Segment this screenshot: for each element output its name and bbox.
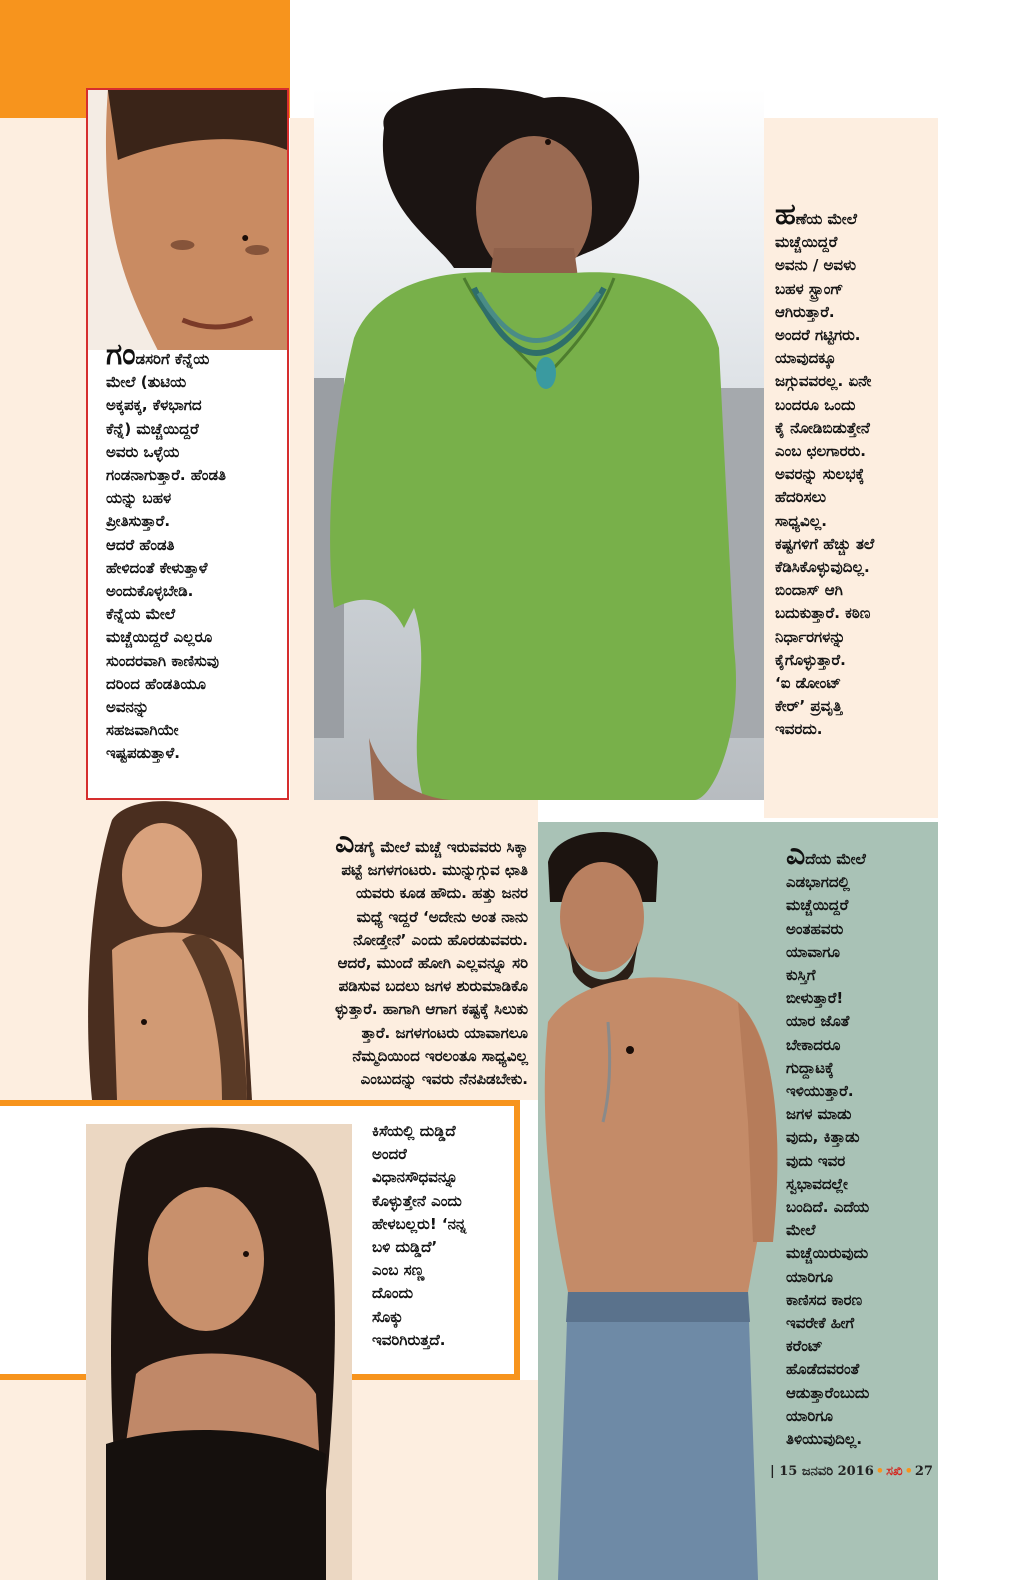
cheek-text: ಡಸರಿಗೆ ಕೆನ್ನೆಯ ಮೇಲೆ (ತುಟಿಯ ಅಕ್ಕಪಕ್ಕ, ಕೆಳಭಾಗದ ಕೆನ್ನೆ) ಮಚ್ಚೆಯಿದ್ದರೆ ಅವರು ಒಳ್ಳೆಯ ಗಂಡನಾಗುತ್ತಾರೆ. ಹೆಂಡತಿ ಯನ್ನು ಬಹಳ ಪ್ರೀತಿಸುತ್ತಾರೆ. ಆದರೆ ಹೆಂಡತಿ ಹೇಳಿದಂತೆ ಕೇಳುತ್ತಾಳೆ ಅಂದುಕೊಳ್ಳಬೇಡಿ. ಕೆನ್ನೆಯ ಮೇಲೆ ಮಚ್ಚೆಯಿದ್ದರೆ ಎಲ್ಲರೂ ಸುಂದರವಾಗಿ ಕಾಣಿಸುವು ದರಿಂದ ಹೆಂಡತಿಯೂ ಅವನನ್ನು ಸಹಜವಾಗಿಯೇ ಇಷ್ಟಪಡುತ್ತಾಳೆ. <box>106 350 226 763</box>
peach-band-left <box>0 118 86 800</box>
footer-page-number: 27 <box>914 1464 933 1479</box>
woman-shoulder-photo <box>72 800 260 1100</box>
page-footer: | 15 ಜನವರಿ 2016 • ಸಖಿ • 27 <box>770 1464 933 1479</box>
orange-rule-right <box>514 1100 520 1380</box>
chest-dropcap: ಎ <box>786 837 806 872</box>
pocket-text: ಕಿಸೆಯಲ್ಲಿ ದುಡ್ಡಿದೆ ಅಂದರೆ ವಿಧಾನಸೌಧವನ್ನೂ ಕೊಳ್ಳುತ್ತೇನೆ ಎಂದು ಹೇಳಬಲ್ಲರು! ‘ನನ್ನ ಬಳಿ ದುಡ್ಡಿದೆ’ ಎಂಬ ಸಣ್ಣ ದೊಂದು ಸೊಕ್ಕು ಇವರಿಗಿರುತ್ತದೆ. <box>372 1122 467 1349</box>
shirtless-man-photo <box>538 822 783 1580</box>
peach-band-mid <box>290 118 314 800</box>
footer-magazine: ಸಖಿ <box>886 1464 903 1479</box>
footer-date: 15 ಜನವರಿ 2016 <box>779 1464 874 1479</box>
chest-text: ದೆಯ ಮೇಲೆ ಎಡಭಾಗದಲ್ಲಿ ಮಚ್ಚೆಯಿದ್ದರೆ ಅಂತಹವರು ಯಾವಾಗೂ ಕುಸ್ತಿಗೆ ಬೀಳುತ್ತಾರೆ! ಯಾರ ಜೊತೆ ಬೇಕಾದರೂ ಗುದ್ದಾಟಕ್ಕೆ ಇಳಿಯುತ್ತಾರೆ. ಜಗಳ ಮಾಡು ವುದು, ಕಿತ್ತಾಡು ವುದು ಇವರ ಸ್ವಭಾವದಲ್ಲೇ ಬಂದಿದೆ. ಎದೆಯ ಮೇಲೆ ಮಚ್ಚೆಯಿರುವುದು ಯಾರಿಗೂ ಕಾಣಿಸದ ಕಾರಣ ಇವರೇಕೆ ಹೀಗೆ ಕರೆಂಟ್ ಹೊಡೆದವರಂತೆ ಆಡುತ್ತಾರೆಂಬುದು ಯಾರಿಗೂ ತಿಳಿಯುವುದಿಲ್ಲ. <box>786 850 870 1449</box>
left-shoulder-dropcap: ಎ <box>335 825 355 860</box>
cheek-mole-box <box>86 88 289 800</box>
footer-bar: | <box>770 1464 780 1479</box>
forehead-text: ಣೆಯ ಮೇಲೆ ಮಚ್ಚೆಯಿದ್ದರೆ ಅವನು / ಅವಳು ಬಹಳ ಸ್ಟ್ರಾಂಗ್ ಆಗಿರುತ್ತಾರೆ. ಅಂದರೆ ಗಟ್ಟಿಗರು. ಯಾವುದಕ್ಕೂ ಜಗ್ಗುವವರಲ್ಲ. ಏನೇ ಬಂದರೂ ಒಂದು ಕೈ ನೋಡಿಬಿಡುತ್ತೇನೆ ಎಂಬ ಛಲಗಾರರು. ಅವರನ್ನು ಸುಲಭಕ್ಕೆ ಹೆದರಿಸಲು ಸಾಧ್ಯವಿಲ್ಲ. ಕಷ್ಟಗಳಿಗೆ ಹೆಚ್ಚು ತಲೆ ಕೆಡಿಸಿಕೊಳ್ಳುವುದಿಲ್ಲ. ಬಿಂದಾಸ್ ಆಗಿ ಬದುಕುತ್ತಾರೆ. ಕಠಿಣ ನಿರ್ಧಾರಗಳನ್ನು ಕೈಗೊಳ್ಳುತ್ತಾರೆ. ‘ಐ ಡೋಂಟ್ ಕೇರ್’ ಪ್ರವೃತ್ತಿ ಇವರದು. <box>775 210 875 739</box>
man-portrait-photo <box>88 90 287 350</box>
woman-green-dress-photo <box>314 88 764 800</box>
left-shoulder-text: ಡಗೈ ಮೇಲೆ ಮಚ್ಚೆ ಇರುವವರು ಸಿಕ್ಕಾ ಪಟ್ಟೆ ಜಗಳಗಂಟರು. ಮುನ್ನುಗ್ಗುವ ಛಾತಿ ಯವರು ಕೂಡ ಹೌದು. ಹತ್ತು ಜನರ ಮಧ್ಯೆ ಇದ್ದರೆ ‘ಅದೇನು ಅಂತ ನಾನು ನೋಡ್ತೇನೆ’ ಎಂದು ಹೊರಡುವವರು. ಆದರೆ, ಮುಂದೆ ಹೋಗಿ ಎಲ್ಲವನ್ನೂ ಸರಿ ಪಡಿಸುವ ಬದಲು ಜಗಳ ಶುರುಮಾಡಿಕೊ ಳ್ಳುತ್ತಾರೆ. ಹಾಗಾಗಿ ಆಗಾಗ ಕಷ್ಟಕ್ಕೆ ಸಿಲುಕು ತ್ತಾರೆ. ಜಗಳಗಂಟರು ಯಾವಾಗಲೂ ನೆಮ್ಮದಿಯಿಂದ ಇರಲಂತೂ ಸಾಧ್ಯವಿಲ್ಲ ಎಂಬುದನ್ನು ಇವರು ನೆನಪಿಡಬೇಕು. <box>334 838 528 1089</box>
forehead-dropcap: ಹ <box>775 197 796 232</box>
woman-black-top-photo <box>86 1124 352 1580</box>
cheek-dropcap: ಗಂ <box>106 337 136 372</box>
